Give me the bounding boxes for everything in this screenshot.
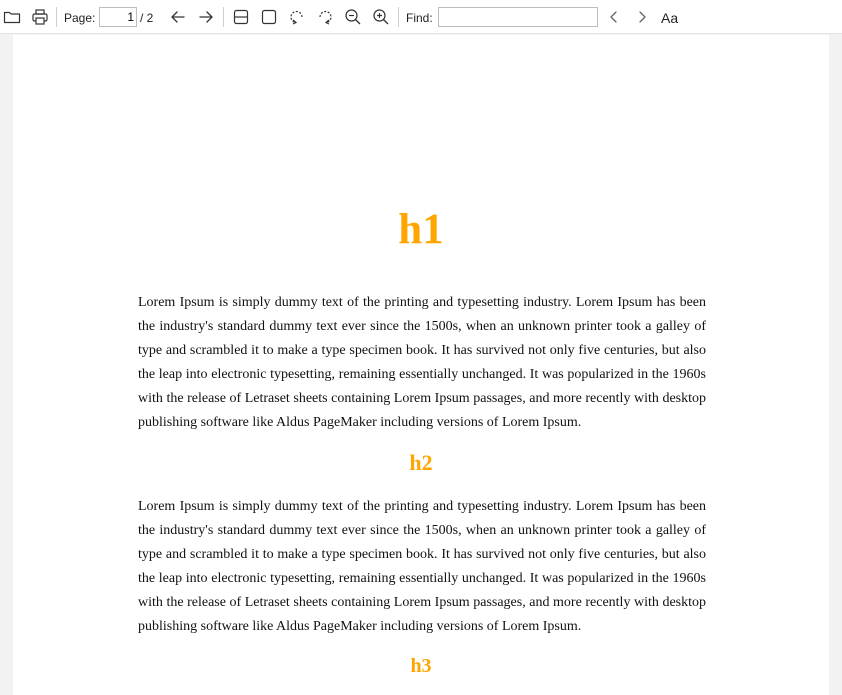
- match-case-toggle[interactable]: Aa: [661, 10, 679, 26]
- find-label: Find:: [406, 11, 433, 25]
- arrow-left-icon[interactable]: [168, 0, 188, 34]
- folder-icon[interactable]: [2, 0, 22, 34]
- fit-width-icon[interactable]: [231, 0, 251, 34]
- heading-1: h1: [398, 206, 444, 253]
- zoom-out-icon[interactable]: [343, 0, 363, 34]
- page-number-input[interactable]: 1: [99, 7, 137, 27]
- page-label: Page:: [64, 11, 96, 25]
- chevron-left-icon[interactable]: [604, 0, 624, 34]
- pdf-toolbar: [0, 0, 842, 34]
- rotate-ccw-icon[interactable]: [287, 0, 307, 34]
- paragraph: Lorem Ipsum is simply dummy text of the printing and typesetting industry. Lorem Ipsum has been the industry's standard dummy text ever since the 1500s, when an unknown printer took a galley of type and scrambled it to make a type specimen book. It has survived not only five centuries, but also the leap into electronic typesetting, remaining essentially unchanged. It was popularized in the 1960s with the release of Letraset sheets containing Lorem Ipsum passages, and more recently with desktop publishing software like Aldus PageMaker including versions of Lorem Ipsum.: [138, 499, 706, 634]
- zoom-in-icon[interactable]: [371, 0, 391, 34]
- heading-3: h3: [410, 655, 432, 677]
- fit-page-icon[interactable]: [259, 0, 279, 34]
- printer-icon[interactable]: [29, 0, 51, 34]
- toolbar-divider: [223, 7, 224, 27]
- heading-2: h2: [409, 450, 433, 475]
- toolbar-divider: [56, 7, 57, 27]
- rotate-cw-icon[interactable]: [315, 0, 335, 34]
- document-page: [13, 35, 829, 695]
- page-count: / 2: [140, 11, 154, 25]
- chevron-right-icon[interactable]: [632, 0, 652, 34]
- paragraph: Lorem Ipsum is simply dummy text of the printing and typesetting industry. Lorem Ipsum has been the industry's standard dummy text ever since the 1500s, when an unknown printer took a galley of type and scrambled it to make a type specimen book. It has survived not only five centuries, but also the leap into electronic typesetting, remaining essentially unchanged. It was popularized in the 1960s with the release of Letraset sheets containing Lorem Ipsum passages, and more recently with desktop publishing software like Aldus PageMaker including versions of Lorem Ipsum.: [138, 295, 706, 430]
- find-input[interactable]: [438, 7, 598, 27]
- toolbar-divider: [398, 7, 399, 27]
- arrow-right-icon[interactable]: [196, 0, 216, 34]
